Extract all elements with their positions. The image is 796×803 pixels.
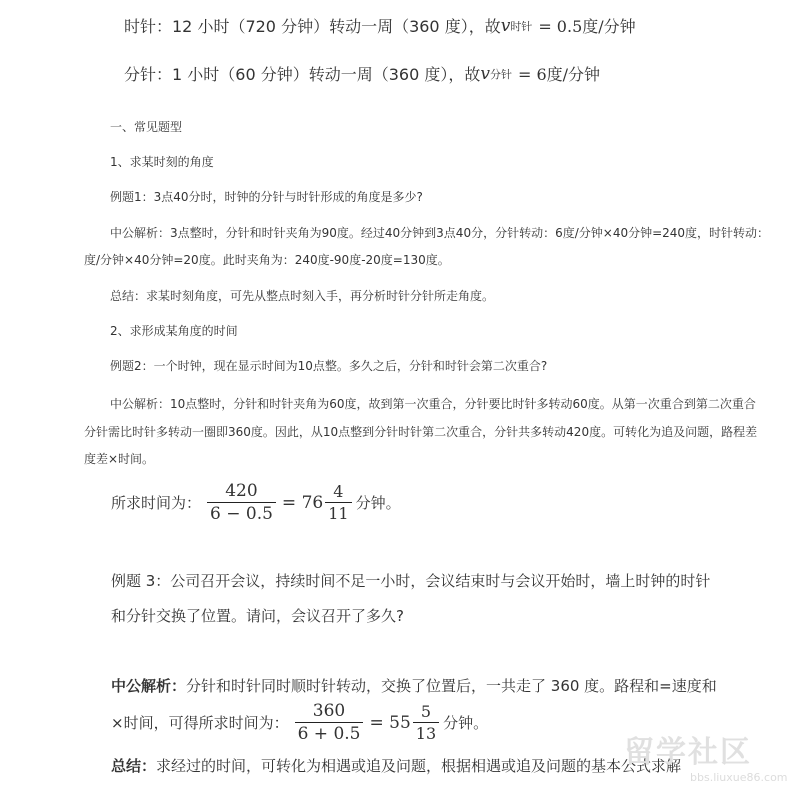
hour-hand-speed-formula [124, 14, 636, 37]
minute-hand-speed-formula [124, 62, 600, 85]
result3-equals: = 55 [369, 712, 411, 733]
analysis-2-line-2: 分针需比时针多转动一圈即360度。因此，从10点整到分针时针第二次重合，分针共多转动420度。可转化为追及问题，路程差 [84, 425, 758, 439]
summary-3-label: 总结： [111, 757, 157, 775]
analysis-3-text: 分针和时针同时顺时针转动，交换了位置后，一共走了 360 度。路程和=速度和 [186, 677, 717, 695]
result2-numerator: 420 [207, 481, 276, 503]
analysis-3 [111, 675, 717, 696]
analysis-3-label: 中公解析： [111, 677, 187, 695]
summary-3 [111, 755, 681, 776]
formula2-sub: 分针 [489, 67, 512, 81]
example-3-line-2: 和分针交换了位置。请问，会议召开了多久? [111, 607, 404, 625]
result2-fraction [207, 481, 276, 524]
result2-equals: = 76 [281, 492, 324, 513]
result2-lead: 所求时间为： [111, 494, 202, 512]
result2-denominator: 6 − 0.5 [210, 504, 273, 524]
watermark-logo: 留学社区 [624, 735, 752, 770]
example-1: 例题1：3点40分时，时钟的分针与时针形成的角度是多少? [110, 190, 423, 204]
analysis-2-line-1: 中公解析：10点整时，分针和时针夹角为60度，故到第一次重合，分针要比时针多转动60度。从第一次重合到第二次重合 [110, 397, 756, 411]
result3-denominator: 6 + 0.5 [297, 724, 361, 744]
subheading-2: 2、求形成某角度的时间 [110, 324, 238, 338]
formula1-rest: = 0.5度/分钟 [538, 17, 636, 36]
analysis-1-line-2: 度/分钟×40分钟=20度。此时夹角为：240度-90度-20度=130度。 [84, 253, 450, 267]
result2-frac-den: 11 [328, 504, 349, 523]
section-heading: 一、常见题型 [110, 120, 183, 134]
formula1-lead: 时针：12 小时（720 分钟）转动一周（360 度），故 [124, 17, 501, 36]
subheading-1: 1、求某时刻的角度 [110, 155, 214, 169]
summary-1: 总结：求某时刻角度，可先从整点时刻入手，再分析时针分针所走角度。 [110, 289, 495, 303]
formula1-sub: 时针 [510, 19, 533, 33]
result3-unit: 分钟。 [443, 714, 489, 732]
result3-lead: ×时间，可得所求时间为： [111, 714, 289, 732]
result3-frac-den: 13 [415, 724, 437, 743]
result2-frac-num: 4 [325, 482, 351, 503]
result3-numerator: 360 [295, 701, 364, 723]
result-2-formula [111, 481, 401, 524]
result2-mixed-fraction [325, 482, 351, 523]
example-2: 例题2：一个时钟，现在显示时间为10点整。多久之后，分针和时针会第二次重合? [110, 359, 548, 373]
result-3-formula [111, 701, 488, 744]
formula1-var: v [500, 15, 511, 36]
result2-unit: 分钟。 [355, 494, 401, 512]
summary-3-text: 求经过的时间，可转化为相遇或追及问题，根据相遇或追及问题的基本公式求解 [156, 757, 682, 775]
result3-mixed-fraction [413, 702, 439, 743]
watermark-url: bbs.liuxue86.com [690, 771, 788, 784]
example-3-line-1: 例题 3：公司召开会议，持续时间不足一小时，会议结束时与会议开始时，墙上时钟的时针 [111, 572, 711, 590]
analysis-2-line-3: 度差×时间。 [84, 452, 155, 466]
formula2-rest: = 6度/分钟 [517, 65, 601, 84]
result3-fraction [295, 701, 364, 744]
analysis-1-line-1: 中公解析：3点整时，分针和时针夹角为90度。经过40分钟到3点40分，分针转动：6度/分钟×40分钟=240度，时针转动： [110, 226, 770, 240]
formula2-lead: 分针：1 小时（60 分钟）转动一周（360 度），故 [124, 65, 481, 84]
result3-frac-num: 5 [413, 702, 439, 723]
formula2-var: v [480, 63, 490, 84]
